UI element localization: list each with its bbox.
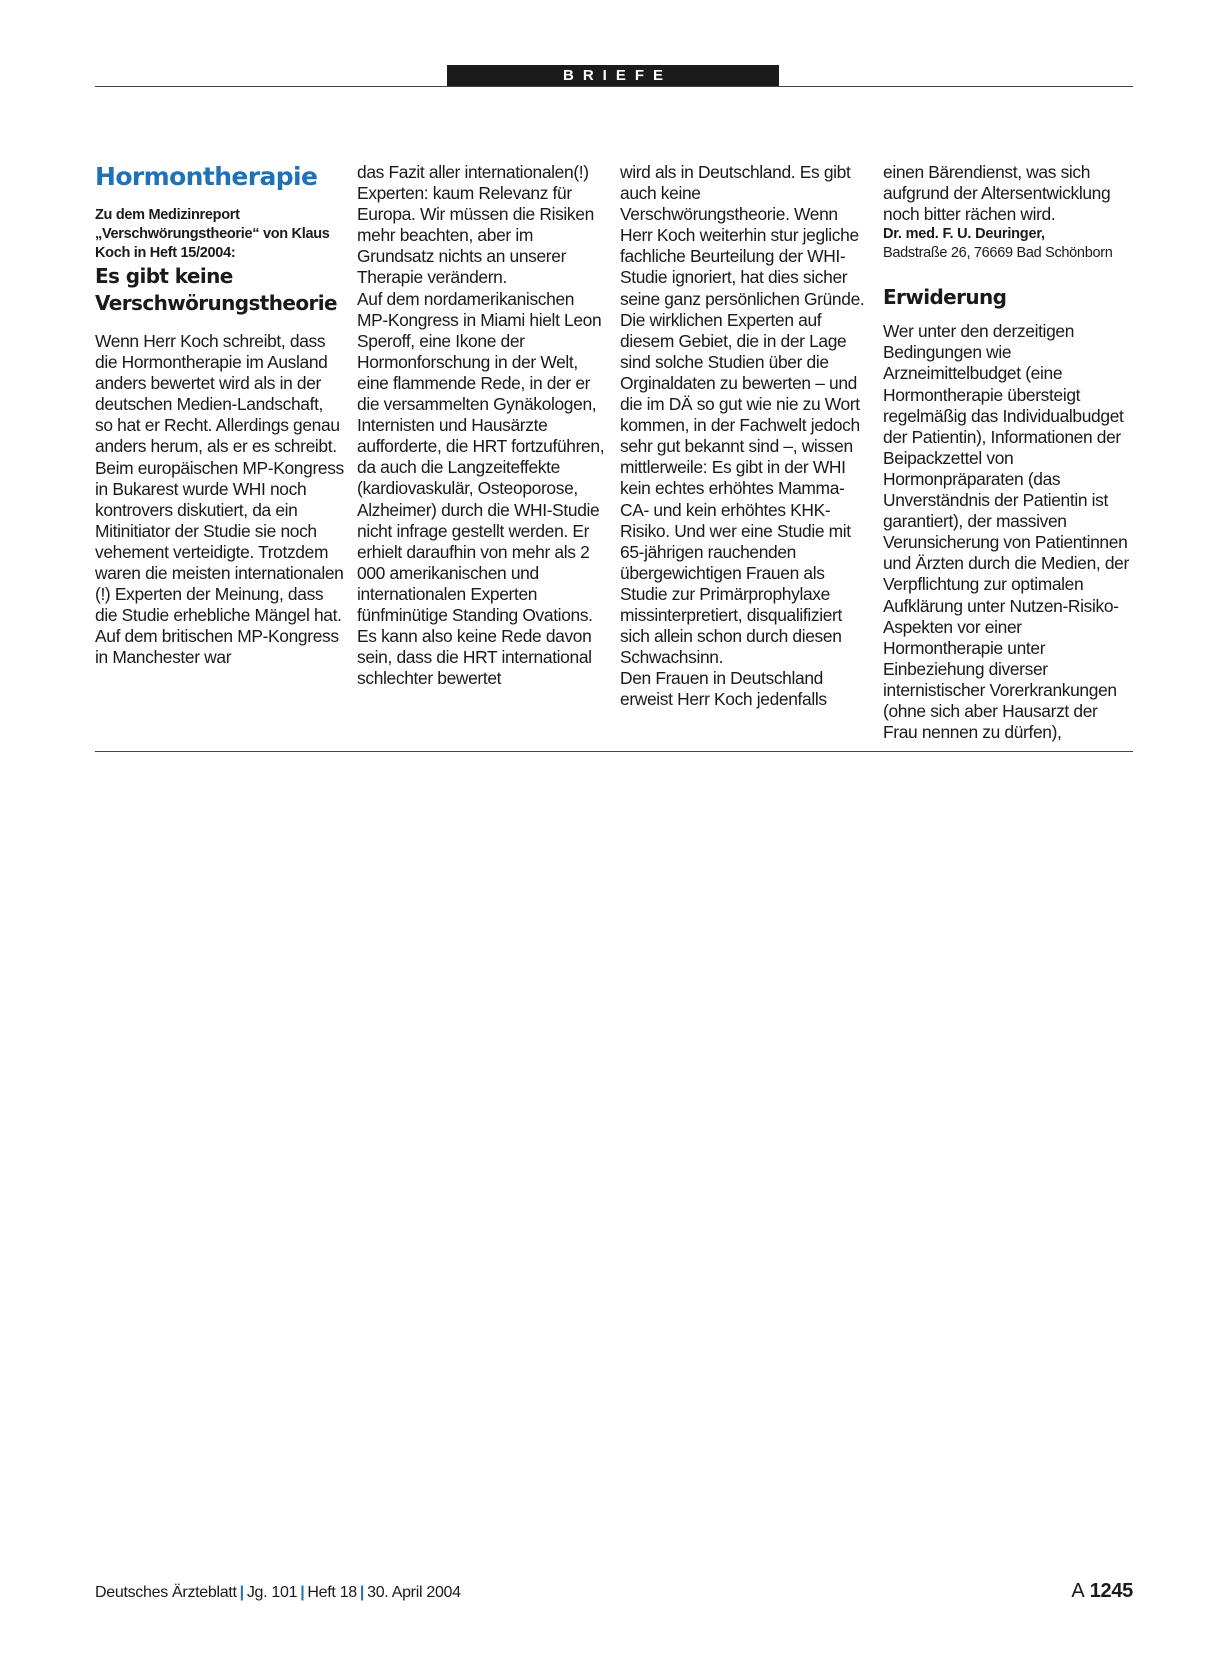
bottom-rule [95, 751, 1133, 752]
page-footer [95, 1580, 1133, 1606]
letter-1-paragraph-5: Den Frauen in Deutschland erweist Herr Koch jedenfalls [620, 668, 827, 710]
letter-1-paragraph-2-cont: das Fazit aller internationalen(!) Experten: kaum Relevanz für Europa. Wir müssen die Risiken mehr beachten, aber im Grundsatz nichts an unserer Therapie verändern. [357, 162, 594, 288]
section-header-band [447, 65, 779, 86]
footer-date: 30. April 2004 [367, 1584, 461, 1601]
page-number [1071, 1578, 1133, 1604]
page-number-value: 1245 [1089, 1580, 1133, 1602]
letter-2-headline: Erwiderung [883, 285, 1007, 310]
column-1 [95, 162, 345, 669]
footer-separator: | [359, 1584, 365, 1601]
letter-1-headline: Es gibt keine Verschwörungstheorie [95, 264, 337, 315]
column-4 [883, 162, 1133, 743]
article-reference: Zu dem Medizinreport „Verschwörungstheorie“ von Klaus Koch in Heft 15/2004: [95, 207, 330, 261]
letter-1-author-address: Badstraße 26, 76669 Bad Schönborn [883, 245, 1113, 262]
letter-1-paragraph-5-cont: einen Bärendienst, was sich aufgrund der Altersentwicklung noch bitter rächen wird. [883, 162, 1111, 225]
page-prefix: A [1071, 1580, 1085, 1602]
letter-2-paragraph-1: Wer unter den derzeitigen Bedingungen wie Arzneimittelbudget (eine Hormontherapie übersteigt regelmäßig das Individualbudget der Patientin), Informationen der Beipackzettel von Hormonpräparaten (das Unverständnis der Patientin ist garantiert), der massiven Verunsicherung von Patientinnen und Ärzten durch die Medien, der Verpflichtung zur optimalen Aufklärung unter Nutzen-Risiko-Aspekten vor einer Hormontherapie unter Einbeziehung diverser internistischer Vorerkrankungen (ohne sich aber Hausarzt der Frau nennen zu dürfen), [883, 321, 1129, 743]
column-2 [357, 162, 607, 689]
top-rule [95, 86, 1133, 87]
letter-1-paragraph-3: Auf dem nordamerikanischen MP-Kongress in Miami hielt Leon Speroff, eine Ikone der Hormonforschung in der Welt, eine flammende Rede, in der er die versammelten Gynäkologen, Internisten und Hausärzte aufforderte, die HRT fortzuführen, da auch die Langzeiteffekte (kardiovaskulär, Osteoporose, Alzheimer) durch die WHI-Studie nicht infrage gestellt werden. Er erhielt daraufhin von mehr als 2 000 amerikanischen und internationalen Experten fünfminütige Standing Ovations. [357, 288, 605, 625]
article-title: Hormontherapie [95, 162, 318, 191]
footer-separator: | [239, 1584, 244, 1601]
footer-volume: Jg. 101 [246, 1584, 298, 1601]
letter-1-paragraph-1: Wenn Herr Koch schreibt, dass die Hormontherapie im Ausland anders bewertet wird als in der deutschen Medien-Landschaft, so hat er Recht. Allerdings genau anders herum, als er es schreibt. [95, 331, 340, 457]
letter-1-paragraph-4: Es kann also keine Rede davon sein, dass die HRT international schlechter bewertet [357, 626, 592, 689]
column-3 [620, 162, 870, 710]
section-label: BRIEFE [562, 67, 672, 84]
footer-issue: Heft 18 [307, 1584, 357, 1601]
letter-1-paragraph-4-cont: wird als in Deutschland. Es gibt auch keine Verschwörungstheorie. Wenn Herr Koch weiterhin stur jegliche fachliche Beurteilung der WHI-Studie ignoriert, hat dies sicher seine ganz persönlichen Gründe. Die wirklichen Experten auf diesem Gebiet, die in der Lage sind solche Studien über die Orginaldaten zu bewerten – und die im DÄ so gut wie nie zu Wort kommen, in der Fachwelt jedoch sehr gut bekannt sind –, wissen mittlerweile: Es gibt in der WHI kein echtes erhöhtes Mamma-CA- und kein erhöhtes KHK-Risiko. Und wer eine Studie mit 65-jährigen rauchenden übergewichtigen Frauen als Studie zur Primärprophylaxe missinterpretiert, disqualifiziert sich allein schon durch diesen Schwachsinn. [620, 162, 865, 668]
footer-separator: | [300, 1584, 305, 1601]
letter-1-paragraph-2: Beim europäischen MP-Kongress in Bukarest wurde WHI noch kontrovers diskutiert, da ein Mitinitiator der Studie sie noch vehement verteidigte. Trotzdem waren die meisten internationalen (!) Experten der Meinung, dass die Studie erhebliche Mängel hat. Auf dem britischen MP-Kongress in Manchester war [95, 457, 344, 668]
footer-journal: Deutsches Ärzteblatt [95, 1584, 237, 1601]
letter-1-author-name: Dr. med. F. U. Deuringer, [883, 226, 1045, 243]
